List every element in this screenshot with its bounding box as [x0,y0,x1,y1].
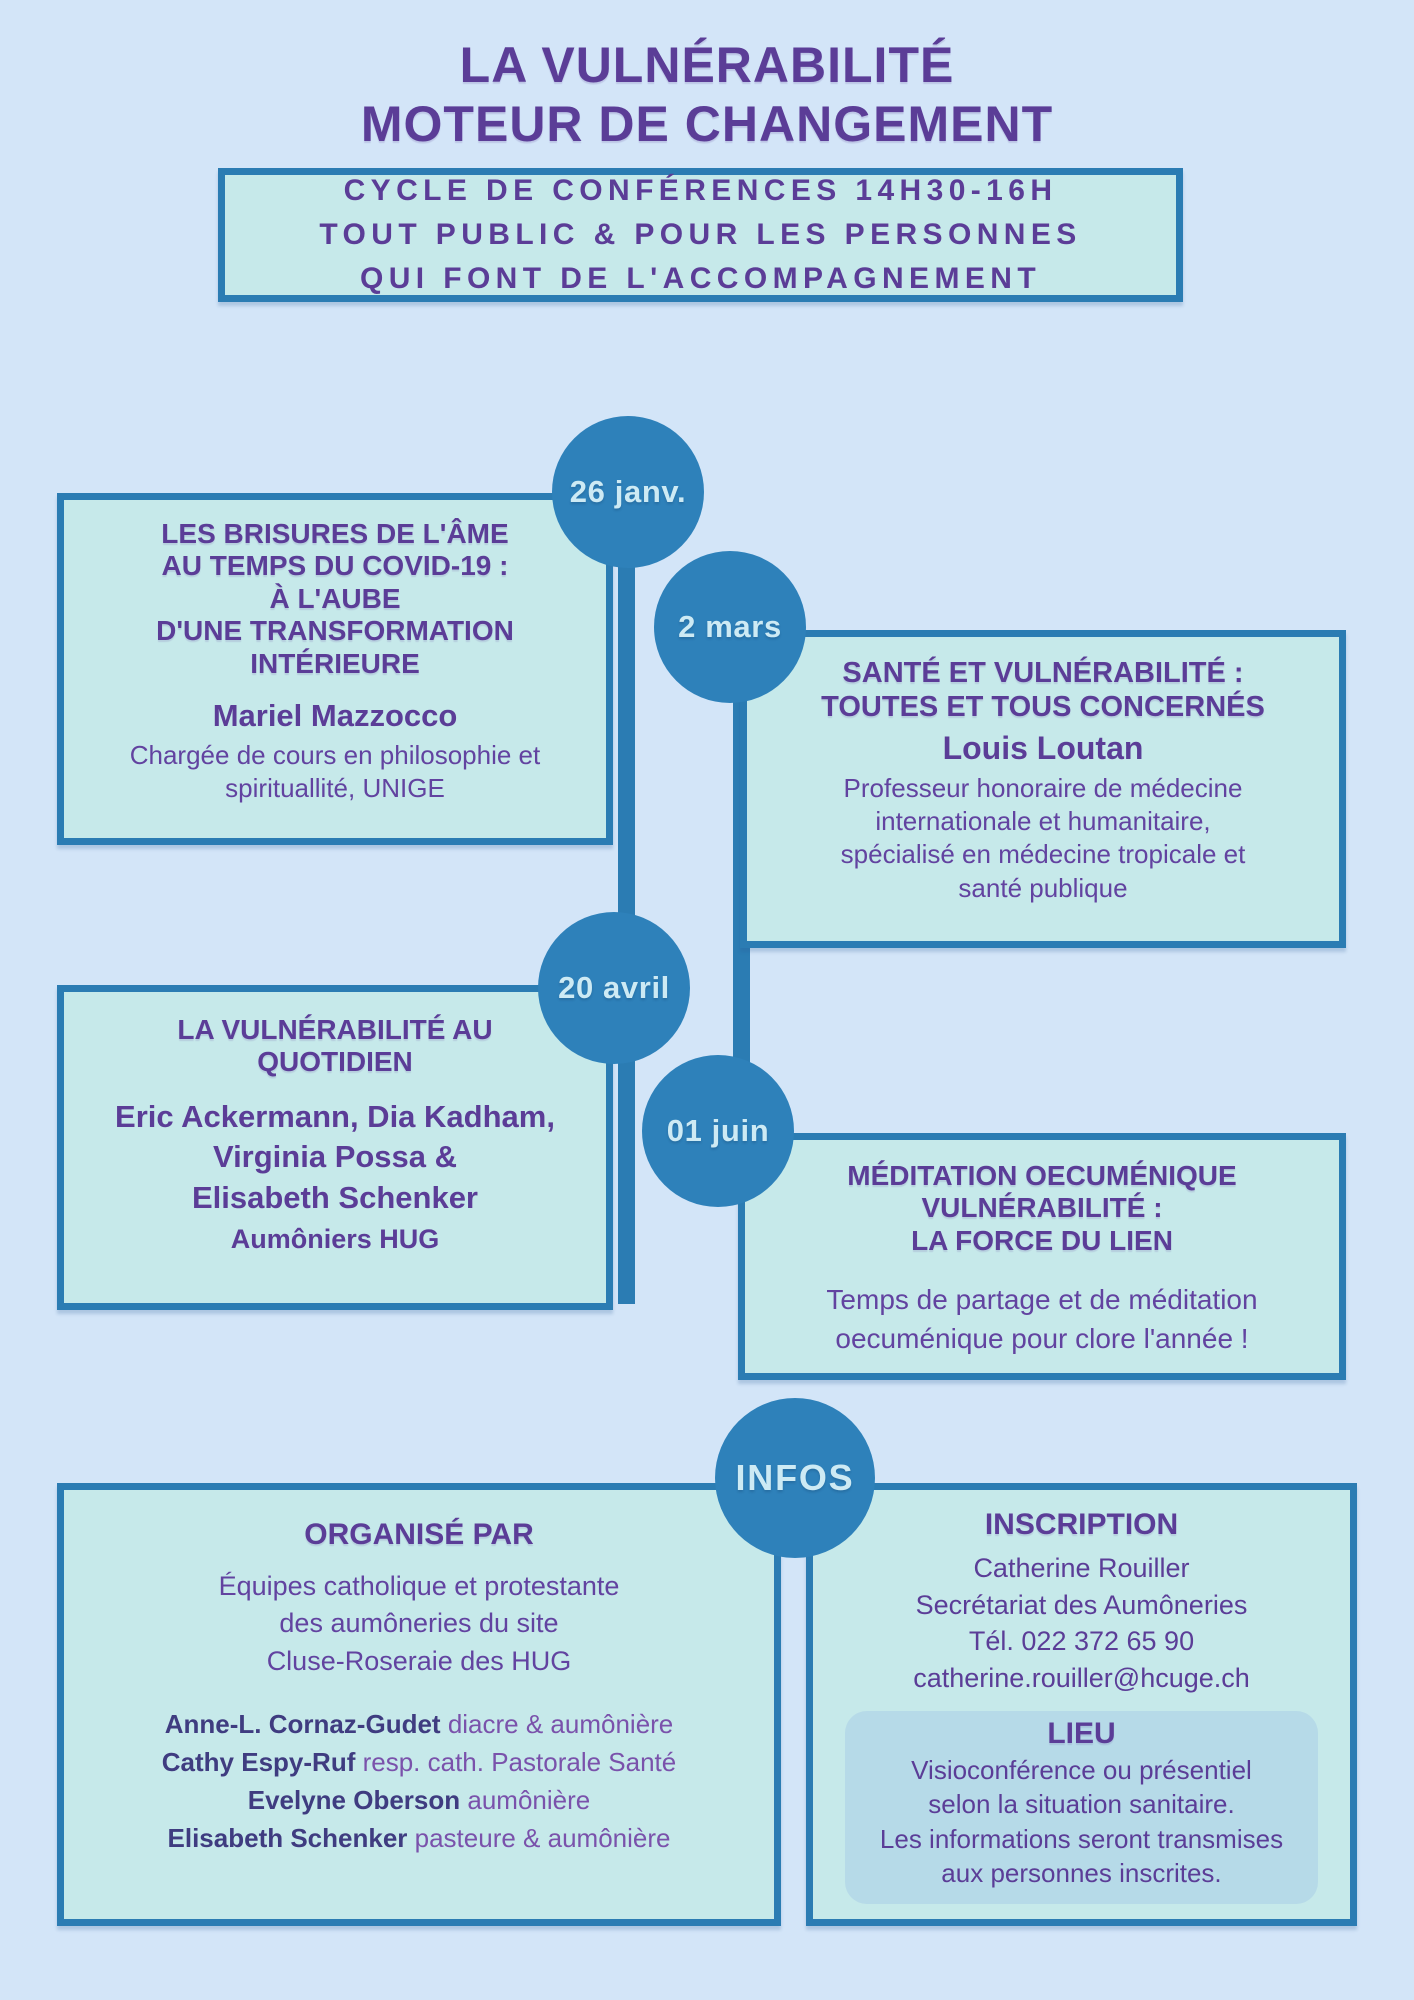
infos-badge [715,1398,875,1558]
event-box-01-juin [738,1133,1346,1380]
event2-title-line: SANTÉ ET VULNÉRABILITÉ : [842,657,1244,689]
person-role: resp. cath. Pastorale Santé [362,1746,677,1777]
event2-desc-line: spécialisé en médecine tropicale et [840,839,1246,870]
event3-speaker-desc [231,1222,440,1257]
event3-title [177,992,492,1079]
organise-par-heading: ORGANISÉ PAR [304,1518,534,1551]
event4-title-line: MÉDITATION OECUMÉNIQUE [847,1160,1237,1191]
date-badge-26-janv [552,416,704,568]
event2-desc-line: Professeur honoraire de médecine [843,772,1243,803]
event1-title-line: INTÉRIEURE [250,647,420,679]
person-line [162,1706,676,1744]
organise-par-people [162,1706,676,1858]
person-role: aumônière [467,1784,591,1815]
organise-par-box [57,1483,781,1926]
person-role: diacre & aumônière [447,1708,674,1739]
event3-speaker-line: Eric Ackermann, Dia Kadham, [115,1098,555,1134]
event2-title-line: TOUTES ET TOUS CONCERNÉS [821,690,1265,723]
team-line: Équipes catholique et protestante [218,1571,620,1601]
event4-title-line: LA FORCE DU LIEN [911,1224,1173,1256]
person-name: Evelyne Oberson [247,1784,461,1815]
lieu-box [845,1711,1318,1904]
subtitle-line3: QUI FONT DE L'ACCOMPAGNEMENT [359,261,1042,295]
event2-desc-line: internationale et humanitaire, [875,806,1211,837]
event-box-26-janv [57,493,613,845]
date-badge-label: 20 avril [558,970,670,1005]
person-line [162,1820,676,1858]
event1-title-line: AU TEMPS DU COVID-19 : [161,550,509,582]
page-title-line2: MOTEUR DE CHANGEMENT [360,96,1054,152]
date-badge-2-mars [654,551,806,703]
event1-title [156,500,514,680]
event2-desc-line: santé publique [958,872,1128,903]
event3-title-line: LA VULNÉRABILITÉ AU [177,1014,493,1045]
person-name: Elisabeth Schenker [167,1822,408,1853]
event2-speaker-desc [841,772,1246,905]
person-name: Cathy Espy-Ruf [161,1746,356,1777]
lieu-line: aux personnes inscrites. [941,1857,1222,1888]
event2-title [821,637,1265,724]
subtitle-box [218,168,1183,302]
subtitle-line1: CYCLE DE CONFÉRENCES 14H30-16H [343,174,1058,208]
lieu-line: selon la situation sanitaire. [928,1789,1235,1820]
event1-title-line: LES BRISURES DE L'ÂME [161,518,509,549]
lieu-details [855,1753,1308,1890]
infos-badge-label: INFOS [735,1457,855,1498]
page-title-line1: LA VULNÉRABILITÉ [459,37,955,93]
date-badge-01-juin [642,1055,794,1207]
event3-speaker-line: Elisabeth Schenker [191,1179,478,1215]
lieu-line: Les informations seront transmises [879,1823,1284,1854]
event3-desc-line: Aumôniers HUG [230,1223,440,1254]
event4-title-line: VULNÉRABILITÉ : [921,1192,1163,1224]
event4-title [847,1140,1236,1257]
event3-title-line: QUOTIDIEN [257,1046,413,1078]
event4-desc-line: oecuménique pour clore l'année ! [835,1323,1249,1355]
lieu-heading: LIEU [1047,1716,1116,1750]
inscription-details [913,1550,1250,1697]
subtitle-line2: TOUT PUBLIC & POUR LES PERSONNES [319,218,1082,252]
person-line [162,1744,676,1782]
event-box-2-mars [740,630,1346,948]
person-name: Anne-L. Cornaz-Gudet [164,1708,441,1739]
event1-desc-line: Chargée de cours en philosophie et [129,739,541,770]
inscription-box [806,1483,1357,1926]
date-badge-label: 2 mars [678,609,782,644]
date-badge-label: 26 janv. [569,474,687,509]
page-title [0,36,1414,154]
event1-speaker-desc [130,739,541,806]
team-line: des aumôneries du site [279,1608,559,1639]
event3-speaker-line: Virginia Possa & [212,1139,458,1175]
date-badge-label: 01 juin [666,1113,770,1148]
event1-speaker: Mariel Mazzocco [212,698,458,734]
inscription-line: Catherine Rouiller [973,1553,1190,1583]
person-line [162,1782,676,1820]
event3-speakers [115,1097,555,1218]
event-box-20-avril [57,985,613,1310]
event2-speaker: Louis Loutan [942,730,1144,767]
organise-par-team [219,1568,620,1680]
team-line: Cluse-Roseraie des HUG [266,1645,572,1676]
inscription-line: catherine.rouiller@hcuge.ch [913,1663,1250,1694]
event1-title-line: À L'AUBE [269,582,401,614]
inscription-line: Secrétariat des Aumôneries [915,1589,1248,1620]
timeline-connector-left [618,492,635,1304]
inscription-heading: INSCRIPTION [984,1508,1179,1541]
event1-desc-line: spirituallité, UNIGE [225,772,445,803]
person-role: pasteure & aumônière [414,1822,671,1853]
event4-desc-line: Temps de partage et de méditation [826,1284,1258,1316]
event1-title-line: D'UNE TRANSFORMATION [156,615,514,647]
lieu-line: Visioconférence ou présentiel [911,1754,1252,1785]
inscription-line: Tél. 022 372 65 90 [968,1626,1195,1657]
date-badge-20-avril [538,912,690,1064]
event4-desc [826,1281,1257,1358]
